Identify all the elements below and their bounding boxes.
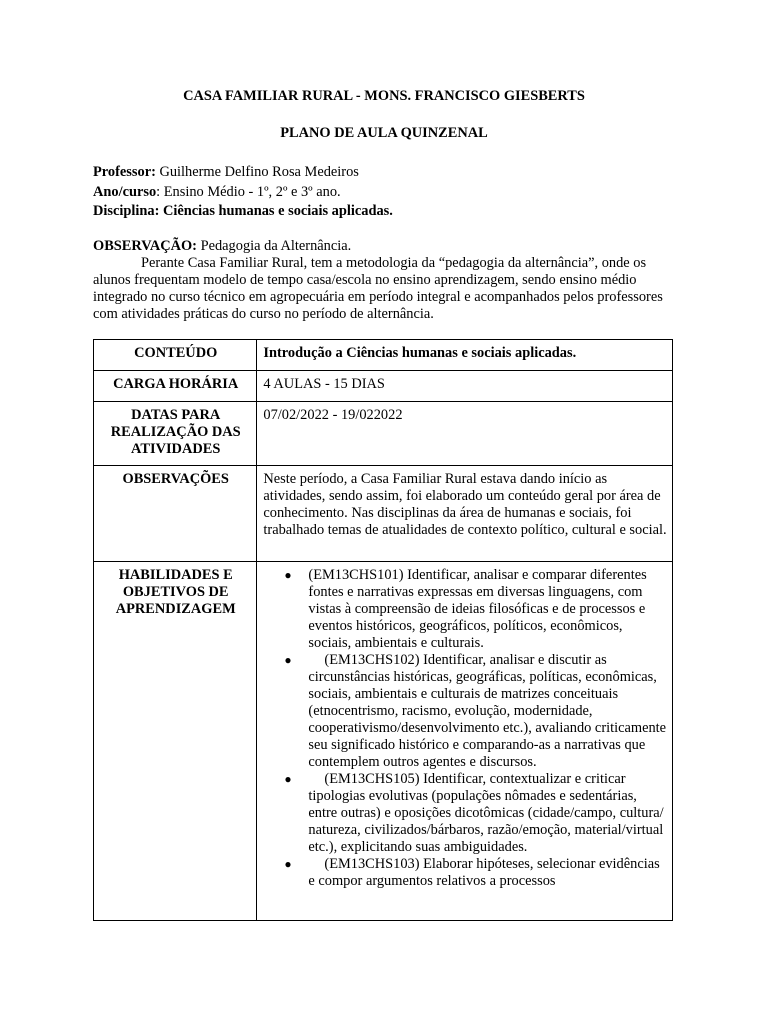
table-row bbox=[94, 562, 673, 921]
plan-title: PLANO DE AULA QUINZENAL bbox=[280, 125, 488, 141]
skill-text: (EM13CHS102) Identificar, analisar e discutir as circunstâncias históricas, geográficas, políticas, econômicas, sociais, ambientais e culturais de matrizes conceituais (etnocentrismo, racismo, evolução, modernidade, cooperativismo/desenvolvimento etc.), avaliando criticamente seu significado histórico e comparando-as a narrativas que contemplem outros agentes e discursos. bbox=[308, 652, 667, 770]
datas-value: 07/02/2022 - 19/022022 bbox=[257, 402, 673, 466]
curso-line bbox=[93, 184, 683, 201]
disciplina-label: Disciplina: bbox=[93, 203, 160, 219]
table-row bbox=[94, 340, 673, 371]
habilidades-cell bbox=[257, 562, 673, 921]
professor-line bbox=[93, 164, 683, 181]
disciplina-value: Ciências humanas e sociais aplicadas. bbox=[159, 203, 393, 219]
conteudo-value: Introdução a Ciências humanas e sociais aplicadas. bbox=[257, 340, 673, 371]
observation-value: Pedagogia da Alternância. bbox=[196, 238, 352, 254]
skill-text: (EM13CHS101) Identificar, analisar e comparar diferentes fontes e narrativas expressas em diversas linguagens, com vistas à compreensão de ideias filosóficas e de processos e eventos históricos, geográficos, políticos, econômicos, sociais, ambientais e culturais. bbox=[308, 567, 647, 651]
disciplina-line bbox=[93, 203, 683, 220]
skills-list bbox=[263, 567, 667, 890]
bullet-icon: ● bbox=[284, 857, 292, 871]
table-row bbox=[94, 371, 673, 402]
habilidades-label: HABILIDADES E OBJETIVOS DE APRENDIZAGEM bbox=[94, 562, 257, 921]
conteudo-label: CONTEÚDO bbox=[94, 340, 257, 371]
skill-text: (EM13CHS105) Identificar, contextualizar e criticar tipologias evolutivas (populações nômades e sedentárias, entre outras) e oposições dicotômicas (cidade/campo, cultura/ natureza, civilizados/bárbaros, razão/emoção, material/virtual etc.), explicitando suas ambiguidades. bbox=[308, 771, 664, 855]
observation-heading bbox=[93, 238, 351, 255]
carga-label: CARGA HORÁRIA bbox=[94, 371, 257, 402]
observacoes-value: Neste período, a Casa Familiar Rural estava dando início as atividades, sendo assim, foi elaborado um conteúdo geral por área de conhecimento. Nas disciplinas da área de humanas e sociais, foi trabalhado temas de atualidades de contexto político, cultural e social. bbox=[257, 466, 673, 562]
lesson-plan-table bbox=[93, 339, 673, 921]
curso-label: Ano/curso bbox=[93, 184, 157, 200]
table-row bbox=[94, 402, 673, 466]
skill-text: (EM13CHS103) Elaborar hipóteses, selecionar evidências e compor argumentos relativos a processos bbox=[308, 856, 660, 889]
carga-value: 4 AULAS - 15 DIAS bbox=[257, 371, 673, 402]
observacoes-label: OBSERVAÇÕES bbox=[94, 466, 257, 562]
professor-value: Guilherme Delfino Rosa Medeiros bbox=[155, 164, 359, 180]
list-item bbox=[284, 856, 667, 890]
observation-paragraph: Perante Casa Familiar Rural, tem a metodologia da “pedagogia da alternância”, onde os alunos frequentam modelo de tempo casa/escola no ensino aprendizagem, sendo ensino médio integrado no curso técnico em agropecuária em período integral e acompanhados pelos professores com atividades práticas do curso no período de alternância. bbox=[93, 255, 663, 322]
bullet-icon: ● bbox=[284, 772, 292, 786]
list-item bbox=[284, 567, 667, 652]
list-item bbox=[284, 771, 667, 856]
curso-value: : Ensino Médio - 1º, 2º e 3º ano. bbox=[156, 184, 341, 200]
datas-label: DATAS PARA REALIZAÇÃO DAS ATIVIDADES bbox=[94, 402, 257, 466]
bullet-icon: ● bbox=[284, 568, 292, 582]
professor-label: Professor: bbox=[93, 164, 156, 180]
bullet-icon: ● bbox=[284, 653, 292, 667]
observation-label: OBSERVAÇÃO: bbox=[93, 238, 197, 254]
institution-title: CASA FAMILIAR RURAL - MONS. FRANCISCO GIESBERTS bbox=[183, 88, 585, 104]
list-item bbox=[284, 652, 667, 771]
table-row bbox=[94, 466, 673, 562]
